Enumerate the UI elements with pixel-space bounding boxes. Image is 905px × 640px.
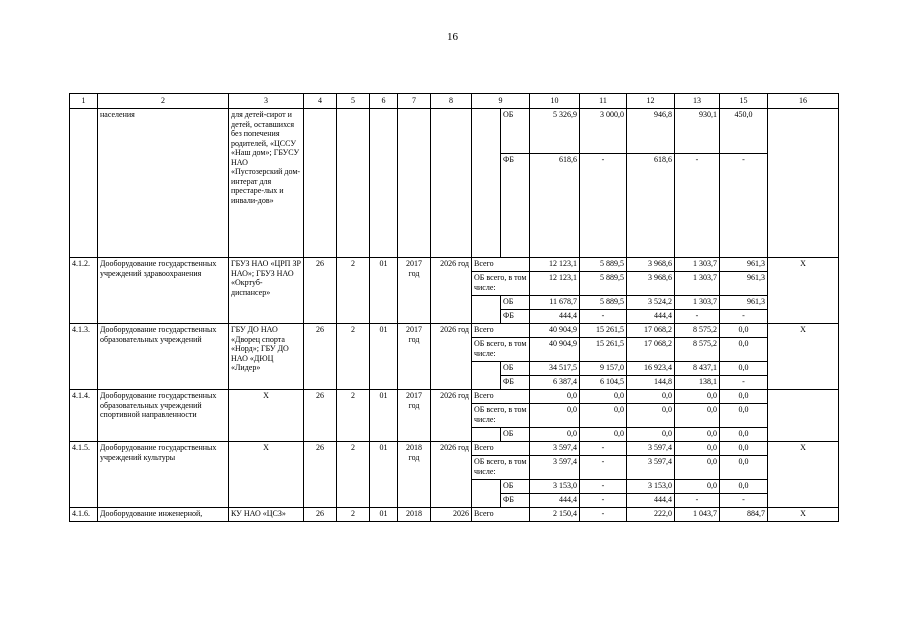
value-cell: 450,0: [720, 109, 768, 154]
value-cell: -: [580, 456, 627, 480]
value-cell: 8 437,1: [675, 362, 720, 376]
value-cell: 0,0: [627, 428, 675, 442]
value-cell: 1 303,7: [675, 258, 720, 272]
value-cell: 930,1: [675, 109, 720, 154]
col16-cell: Х: [768, 442, 839, 508]
value-cell: 444,4: [627, 310, 675, 324]
table-row: [70, 508, 839, 522]
header-cell: 13: [675, 94, 720, 109]
value-cell: 1 303,7: [675, 272, 720, 296]
value-cell: 3 524,2: [627, 296, 675, 310]
value-cell: -: [580, 154, 627, 258]
source-label: ОБ: [501, 480, 530, 494]
value-cell: 6 387,4: [530, 376, 580, 390]
value-cell: 3 153,0: [627, 480, 675, 494]
col7-cell: 2017 год: [398, 390, 431, 442]
value-cell: 961,3: [720, 272, 768, 296]
col4-cell: [304, 109, 337, 258]
value-cell: 0,0: [720, 404, 768, 428]
col5-cell: 2: [337, 442, 370, 508]
col4-cell: 26: [304, 508, 337, 522]
col7-cell: [398, 109, 431, 258]
header-cell: 4: [304, 94, 337, 109]
value-cell: 961,3: [720, 258, 768, 272]
col6-cell: 01: [370, 442, 398, 508]
value-cell: 12 123,1: [530, 272, 580, 296]
col4-cell: 26: [304, 324, 337, 390]
value-cell: 0,0: [530, 404, 580, 428]
value-cell: -: [580, 480, 627, 494]
value-cell: 0,0: [675, 390, 720, 404]
value-cell: 12 123,1: [530, 258, 580, 272]
value-cell: 0,0: [720, 338, 768, 362]
col6-cell: 01: [370, 508, 398, 522]
item-title: Дооборудование государственных учреждений здравоохранения: [98, 258, 229, 324]
col8-cell: 2026 год: [431, 258, 472, 324]
value-cell: 0,0: [580, 390, 627, 404]
col16-cell: [768, 390, 839, 442]
header-cell: 6: [370, 94, 398, 109]
value-cell: 0,0: [675, 480, 720, 494]
value-cell: 5 326,9: [530, 109, 580, 154]
col5-cell: 2: [337, 324, 370, 390]
value-cell: 946,8: [627, 109, 675, 154]
col8-cell: 2026 год: [431, 390, 472, 442]
table-row: [70, 324, 839, 338]
value-cell: 8 575,2: [675, 324, 720, 338]
source-indent: [472, 296, 501, 324]
col5-cell: [337, 109, 370, 258]
value-cell: 0,0: [530, 390, 580, 404]
value-cell: 444,4: [530, 310, 580, 324]
source-label: ФБ: [501, 494, 530, 508]
source-label: ОБ: [501, 296, 530, 310]
value-cell: 0,0: [675, 428, 720, 442]
item-executor: КУ НАО «ЦСЗ»: [229, 508, 304, 522]
value-cell: -: [720, 494, 768, 508]
item-title: Дооборудование государственных образовательных учреждений: [98, 324, 229, 390]
source-label: ОБ: [501, 428, 530, 442]
source-label: Всего: [472, 324, 530, 338]
col7-cell: 2018: [398, 508, 431, 522]
source-label: ОБ всего, в том числе:: [472, 404, 530, 428]
source-indent: [472, 109, 501, 258]
value-cell: 9 157,0: [580, 362, 627, 376]
table-row: [70, 442, 839, 456]
value-cell: 17 068,2: [627, 338, 675, 362]
header-cell: 2: [98, 94, 229, 109]
value-cell: 444,4: [530, 494, 580, 508]
source-indent: [472, 362, 501, 390]
value-cell: 3 597,4: [627, 442, 675, 456]
value-cell: 3 968,6: [627, 258, 675, 272]
value-cell: -: [675, 154, 720, 258]
item-number: 4.1.2.: [70, 258, 98, 324]
col6-cell: 01: [370, 324, 398, 390]
source-label: ФБ: [501, 154, 530, 258]
value-cell: 0,0: [720, 442, 768, 456]
value-cell: 0,0: [675, 404, 720, 428]
value-cell: 0,0: [720, 390, 768, 404]
value-cell: 1 303,7: [675, 296, 720, 310]
value-cell: 5 889,5: [580, 272, 627, 296]
col8-cell: 2026: [431, 508, 472, 522]
value-cell: -: [580, 442, 627, 456]
header-cell: 16: [768, 94, 839, 109]
item-number: 4.1.6.: [70, 508, 98, 522]
col6-cell: 01: [370, 258, 398, 324]
value-cell: 2 150,4: [530, 508, 580, 522]
value-cell: 11 678,7: [530, 296, 580, 310]
value-cell: 138,1: [675, 376, 720, 390]
item-title: населения: [98, 109, 229, 258]
value-cell: 618,6: [530, 154, 580, 258]
value-cell: 0,0: [720, 428, 768, 442]
col7-cell: 2018 год: [398, 442, 431, 508]
value-cell: 16 923,4: [627, 362, 675, 376]
table-row: [70, 390, 839, 404]
value-cell: 0,0: [720, 480, 768, 494]
header-cell: 7: [398, 94, 431, 109]
value-cell: -: [580, 508, 627, 522]
source-label: Всего: [472, 258, 530, 272]
value-cell: 0,0: [720, 362, 768, 376]
value-cell: 144,8: [627, 376, 675, 390]
col6-cell: [370, 109, 398, 258]
col16-cell: Х: [768, 324, 839, 390]
header-cell: 15: [720, 94, 768, 109]
value-cell: 3 000,0: [580, 109, 627, 154]
value-cell: 40 904,9: [530, 324, 580, 338]
value-cell: 3 597,4: [627, 456, 675, 480]
value-cell: 1 043,7: [675, 508, 720, 522]
value-cell: 0,0: [720, 324, 768, 338]
source-label: Всего: [472, 390, 530, 404]
header-cell: 3: [229, 94, 304, 109]
col16-cell: Х: [768, 508, 839, 522]
item-executor: Х: [229, 390, 304, 442]
item-title: Дооборудование государственных учреждений культуры: [98, 442, 229, 508]
source-label: ФБ: [501, 376, 530, 390]
value-cell: 5 889,5: [580, 296, 627, 310]
col16-cell: Х: [768, 258, 839, 324]
item-number: 4.1.4.: [70, 390, 98, 442]
col4-cell: 26: [304, 390, 337, 442]
source-label: Всего: [472, 508, 530, 522]
col5-cell: 2: [337, 508, 370, 522]
value-cell: 0,0: [675, 442, 720, 456]
value-cell: 444,4: [627, 494, 675, 508]
value-cell: 0,0: [580, 428, 627, 442]
value-cell: 34 517,5: [530, 362, 580, 376]
value-cell: 17 068,2: [627, 324, 675, 338]
header-cell: 9: [472, 94, 530, 109]
source-label: ОБ всего, в том числе:: [472, 338, 530, 362]
col7-cell: 2017 год: [398, 324, 431, 390]
item-title: Дооборудование государственных образовательных учреждений спортивной направленности: [98, 390, 229, 442]
value-cell: -: [720, 154, 768, 258]
value-cell: 40 904,9: [530, 338, 580, 362]
value-cell: 8 575,2: [675, 338, 720, 362]
item-number: 4.1.3.: [70, 324, 98, 390]
value-cell: 3 597,4: [530, 456, 580, 480]
value-cell: 884,7: [720, 508, 768, 522]
col8-cell: [431, 109, 472, 258]
item-executor: ГБУ ДО НАО «Дворец спорта «Норд»; ГБУ ДО НАО «ДЮЦ «Лидер»: [229, 324, 304, 390]
value-cell: -: [720, 376, 768, 390]
col8-cell: 2026 год: [431, 442, 472, 508]
value-cell: -: [580, 494, 627, 508]
header-cell: 11: [580, 94, 627, 109]
value-cell: 15 261,5: [580, 338, 627, 362]
value-cell: 0,0: [580, 404, 627, 428]
item-executor: ГБУЗ НАО «ЦРП ЗР НАО»; ГБУЗ НАО «Окртуб-диспансер»: [229, 258, 304, 324]
header-cell: 8: [431, 94, 472, 109]
col8-cell: 2026 год: [431, 324, 472, 390]
value-cell: 0,0: [675, 456, 720, 480]
table-row: [70, 258, 839, 272]
value-cell: 3 597,4: [530, 442, 580, 456]
source-label: ОБ: [501, 109, 530, 154]
value-cell: 5 889,5: [580, 258, 627, 272]
source-indent: [472, 480, 501, 508]
value-cell: 6 104,5: [580, 376, 627, 390]
value-cell: 0,0: [627, 390, 675, 404]
source-label: ФБ: [501, 310, 530, 324]
item-executor: для детей-сирот и детей, оставшихся без попечения родителей, «ЦССУ «Наш дом»; ГБУСУ НАО «Пустозерский дом-интерат для престаре-лых и инвали-дов»: [229, 109, 304, 258]
item-executor: Х: [229, 442, 304, 508]
page-number: 16: [447, 31, 458, 43]
value-cell: -: [720, 310, 768, 324]
col4-cell: 26: [304, 442, 337, 508]
value-cell: 961,3: [720, 296, 768, 310]
header-row: [70, 94, 839, 109]
value-cell: 618,6: [627, 154, 675, 258]
source-label: Всего: [472, 442, 530, 456]
item-number: [70, 109, 98, 258]
value-cell: 15 261,5: [580, 324, 627, 338]
source-label: ОБ всего, в том числе:: [472, 456, 530, 480]
value-cell: 3 968,6: [627, 272, 675, 296]
value-cell: 222,0: [627, 508, 675, 522]
col5-cell: 2: [337, 258, 370, 324]
header-cell: 12: [627, 94, 675, 109]
col16-cell: [768, 109, 839, 258]
program-table: [69, 93, 839, 522]
col4-cell: 26: [304, 258, 337, 324]
col7-cell: 2017 год: [398, 258, 431, 324]
col5-cell: 2: [337, 390, 370, 442]
value-cell: -: [675, 310, 720, 324]
value-cell: 3 153,0: [530, 480, 580, 494]
header-cell: 5: [337, 94, 370, 109]
source-label: ОБ: [501, 362, 530, 376]
value-cell: 0,0: [627, 404, 675, 428]
source-indent: [472, 428, 501, 442]
value-cell: 0,0: [530, 428, 580, 442]
item-number: 4.1.5.: [70, 442, 98, 508]
source-label: ОБ всего, в том числе:: [472, 272, 530, 296]
value-cell: -: [675, 494, 720, 508]
header-cell: 10: [530, 94, 580, 109]
item-title: Дооборудование инженерной,: [98, 508, 229, 522]
header-cell: 1: [70, 94, 98, 109]
value-cell: -: [580, 310, 627, 324]
value-cell: 0,0: [720, 456, 768, 480]
table-row: [70, 109, 839, 154]
col6-cell: 01: [370, 390, 398, 442]
